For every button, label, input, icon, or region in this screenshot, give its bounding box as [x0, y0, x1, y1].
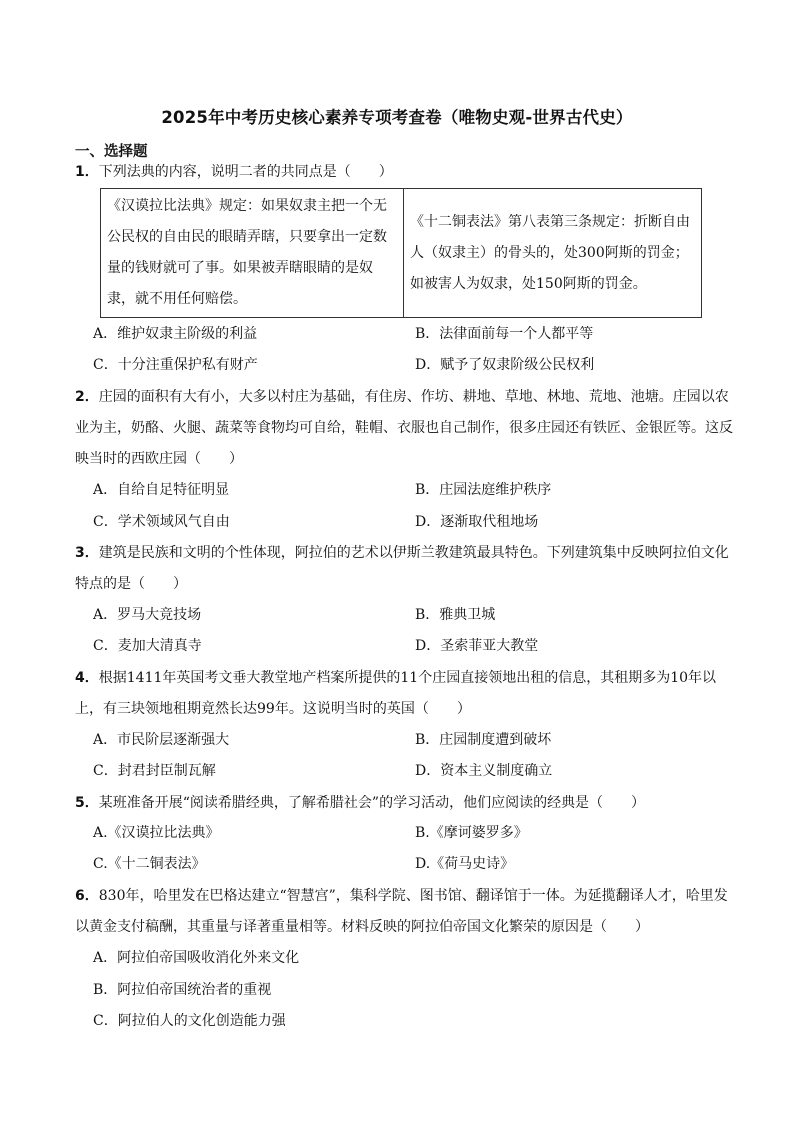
option-a[interactable]: A.《汉谟拉比法典》	[93, 825, 220, 841]
option-c[interactable]: C．十分注重保护私有财产	[93, 357, 258, 373]
option-c[interactable]: C．封君封臣制瓦解	[93, 763, 216, 779]
question-number: 4．	[75, 670, 99, 686]
question-5	[75, 788, 735, 819]
option-d[interactable]: D．资本主义制度确立	[415, 763, 553, 779]
question-stem: 下列法典的内容，说明二者的共同点是（ ）	[98, 164, 393, 180]
option-b[interactable]: B.《摩诃婆罗多》	[415, 825, 528, 841]
question-number: 1．	[75, 164, 99, 180]
option-a[interactable]: A．市民阶层逐渐强大	[93, 732, 230, 748]
option-c[interactable]: C．学术领域风气自由	[93, 514, 230, 530]
option-d[interactable]: D．圣索菲亚大教堂	[415, 638, 539, 654]
question-4	[75, 663, 735, 725]
option-c[interactable]: C.《十二铜表法》	[93, 856, 206, 872]
table-cell-twelve-tables: 《十二铜表法》第八表第三条规定：折断自由人（奴隶主）的骨头的，处300阿斯的罚金；如被害人为奴隶，处150阿斯的罚金。	[404, 189, 702, 318]
option-b[interactable]: B．阿拉伯帝国统治者的重视	[93, 982, 272, 998]
page-title: 2025年中考历史核心素养专项考查卷（唯物史观-世界古代史）	[161, 108, 633, 127]
question-stem: 建筑是民族和文明的个性体现，阿拉伯的艺术以伊斯兰教建筑最具特色。下列建筑集中反映阿拉伯文化特点的是（ ）	[75, 545, 729, 592]
question-6	[75, 881, 735, 943]
question-stem: 庄园的面积有大有小，大多以村庄为基础，有住房、作坊、耕地、草地、林地、荒地、池塘。庄园以农业为主，奶酪、火腿、蔬菜等食物均可自给，鞋帽、衣服也自己制作，很多庄园还有铁匠、金银匠等。这反映当时的西欧庄园（ ）	[75, 389, 733, 467]
question-3	[75, 538, 735, 600]
option-d[interactable]: D．赋予了奴隶阶级公民权利	[415, 357, 595, 373]
question-1	[75, 157, 735, 188]
option-a[interactable]: A．罗马大竞技场	[93, 607, 202, 623]
option-c[interactable]: C．阿拉伯人的文化创造能力强	[93, 1013, 286, 1029]
option-d[interactable]: D．逐渐取代租地场	[415, 514, 539, 530]
option-d[interactable]: D.《荷马史诗》	[415, 856, 515, 872]
question-stem: 830年，哈里发在巴格达建立“智慧宫”，集科学院、图书馆、翻译馆于一体。为延揽翻译人才，哈里发以黄金支付稿酬，其重量与译著重量相等。材料反映的阿拉伯帝国文化繁荣的原因是（ ）	[75, 888, 728, 935]
section-heading: 一、选择题	[75, 144, 148, 160]
option-c[interactable]: C．麦加大清真寺	[93, 638, 202, 654]
option-b[interactable]: B．法律面前每一个人都平等	[415, 326, 594, 342]
option-b[interactable]: B．庄园制度遭到破坏	[415, 732, 552, 748]
question-number: 3．	[75, 545, 99, 561]
question-number: 5．	[75, 795, 99, 811]
question-stem: 某班准备开展“阅读希腊经典，了解希腊社会”的学习活动，他们应阅读的经典是（ ）	[98, 795, 646, 811]
option-a[interactable]: A．维护奴隶主阶级的利益	[93, 326, 258, 342]
question-number: 2．	[75, 389, 99, 405]
question-2	[75, 382, 735, 475]
option-a[interactable]: A．阿拉伯帝国吸收消化外来文化	[93, 950, 300, 966]
law-comparison-table	[100, 188, 702, 318]
option-b[interactable]: B．雅典卫城	[415, 607, 496, 623]
option-a[interactable]: A．自给自足特征明显	[93, 482, 230, 498]
question-number: 6．	[75, 888, 99, 904]
option-b[interactable]: B．庄园法庭维护秩序	[415, 482, 552, 498]
question-stem: 根据1411年英国考文垂大教堂地产档案所提供的11个庄园直接领地出租的信息，其租期多为10年以上，有三块领地租期竟然长达99年。这说明当时的英国（ ）	[75, 670, 717, 717]
table-cell-hammurabi: 《汉谟拉比法典》规定：如果奴隶主把一个无公民权的自由民的眼睛弄瞎，只要拿出一定数量的钱财就可了事。如果被弄瞎眼睛的是奴隶，就不用任何赔偿。	[101, 189, 404, 318]
